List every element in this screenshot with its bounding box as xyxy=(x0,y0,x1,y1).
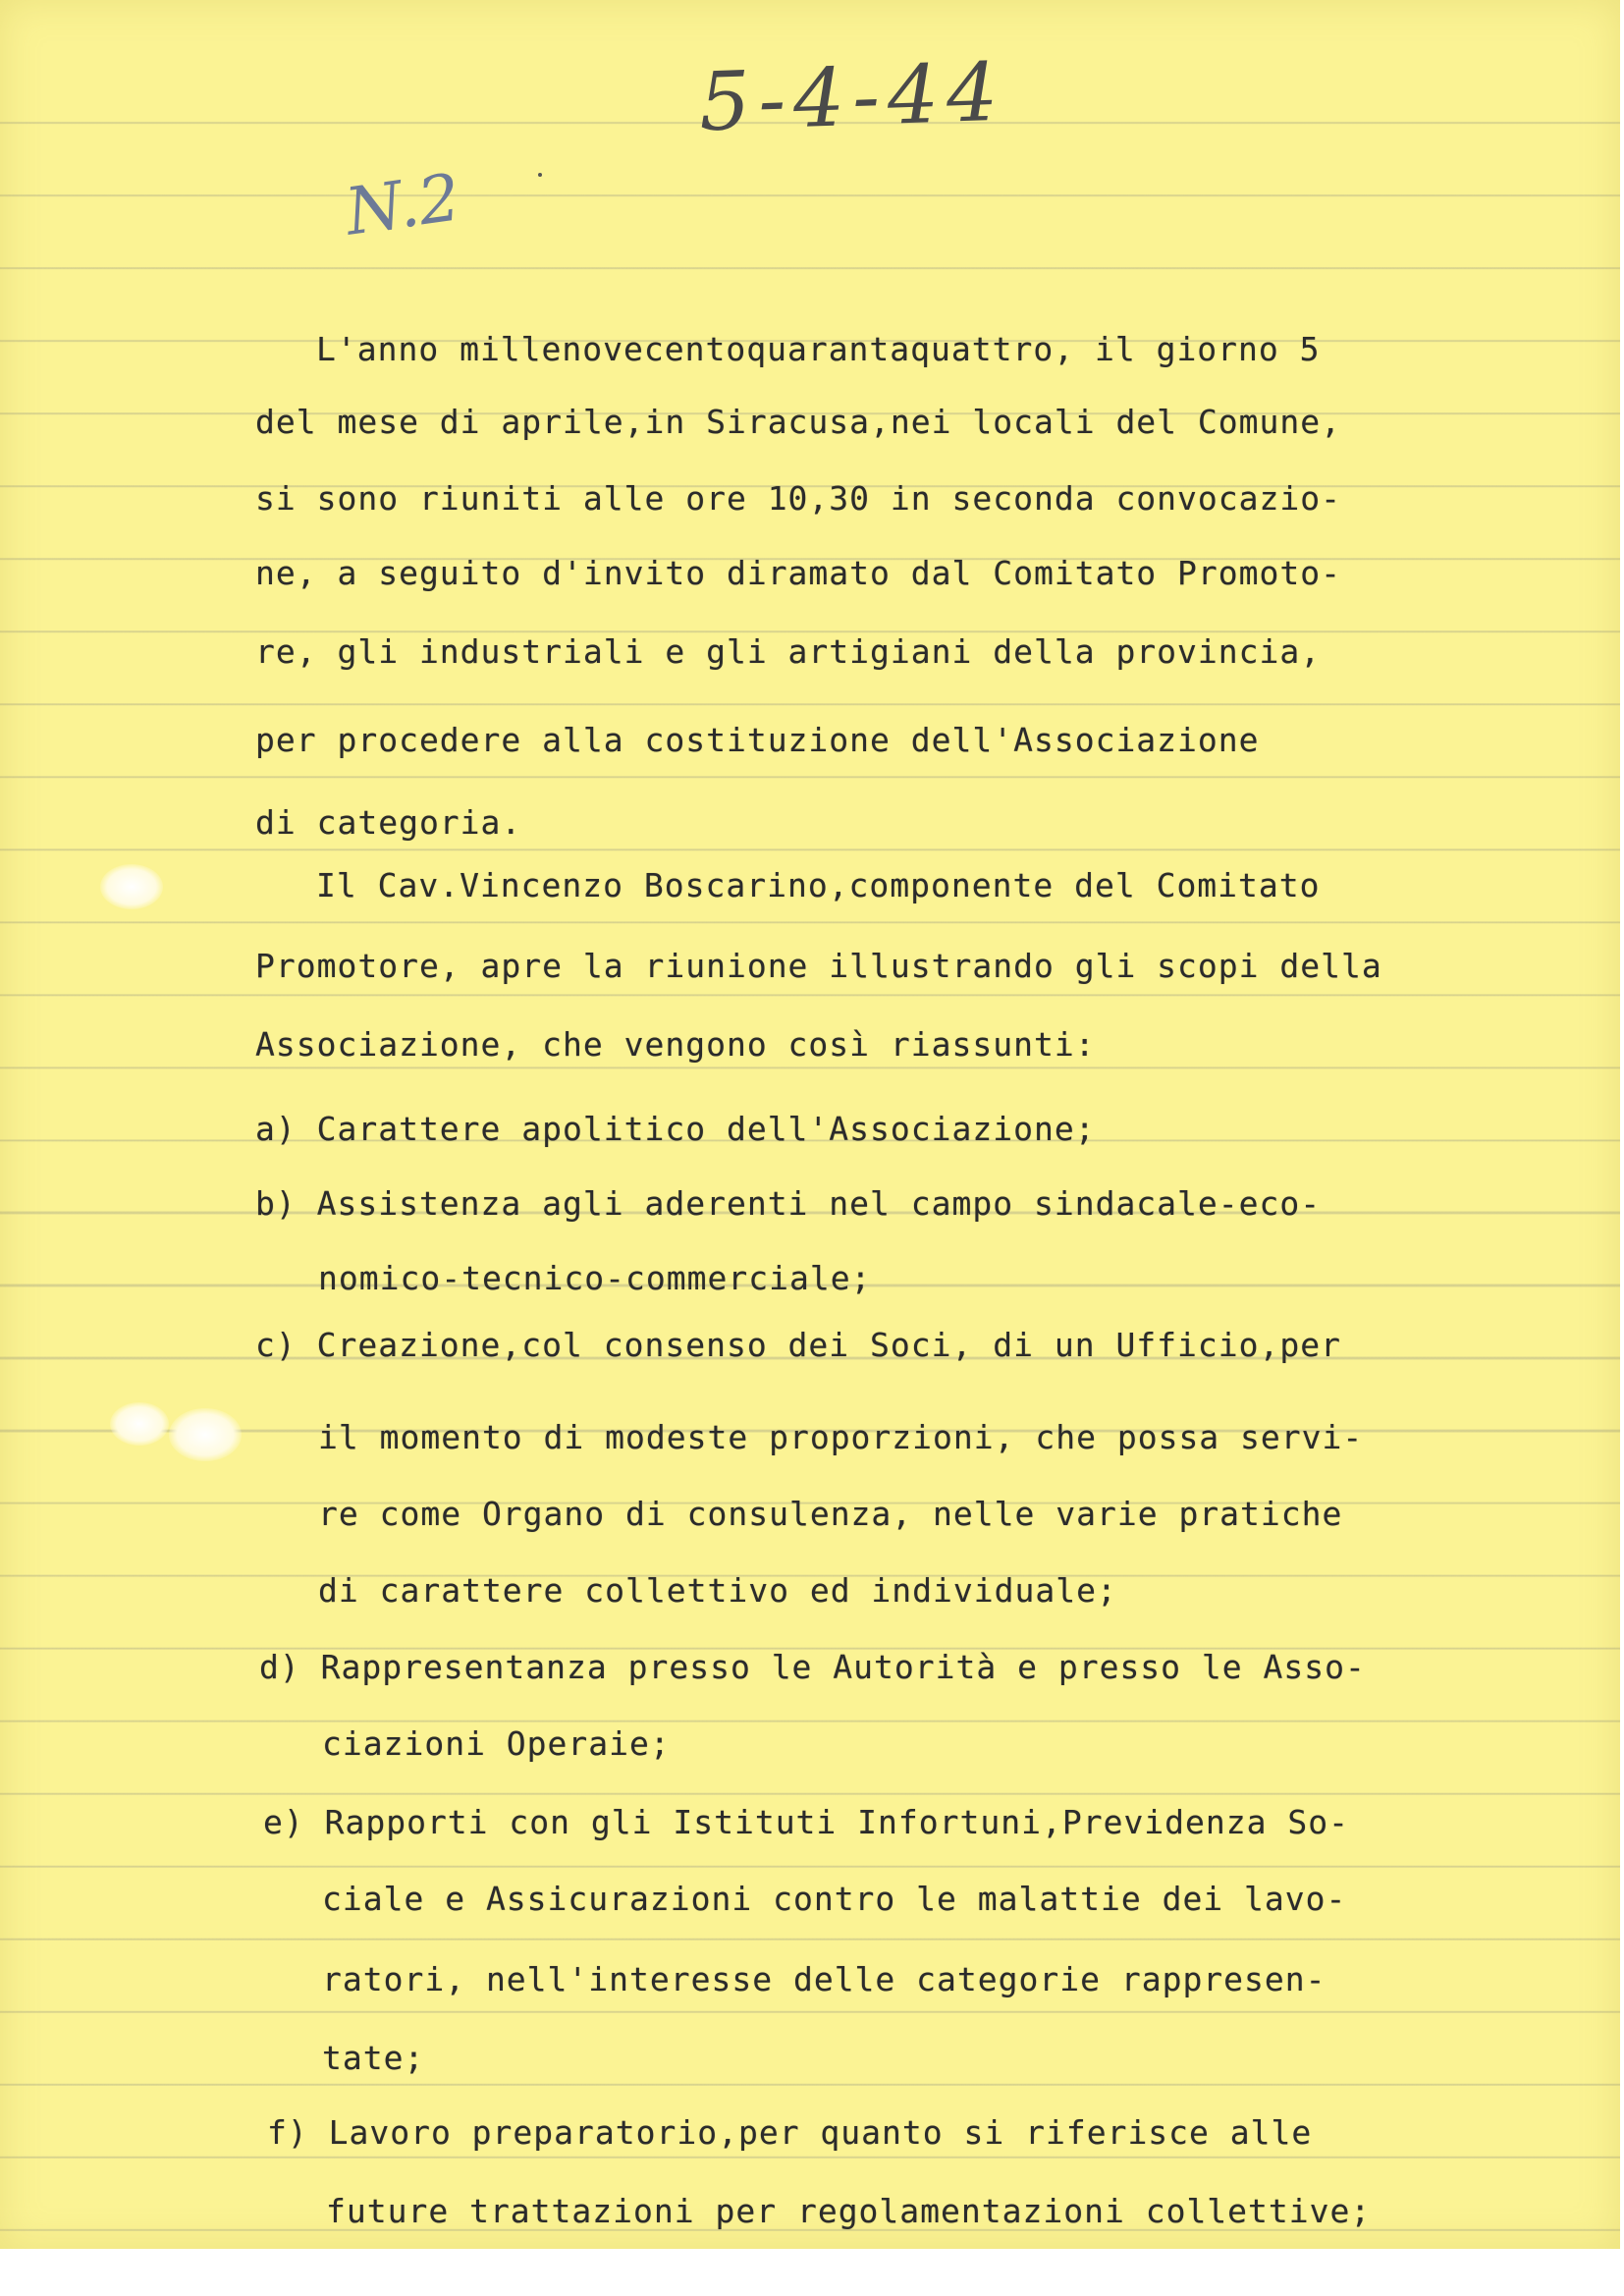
text-line: nomico-tecnico-commerciale; xyxy=(318,1259,872,1297)
text-line: ratori, nell'interesse delle categorie rappresen- xyxy=(322,1960,1326,1998)
text-line: Il Cav.Vincenzo Boscarino,componente del Comitato xyxy=(316,866,1321,904)
ink-speck xyxy=(538,173,542,177)
text-line: re, gli industriali e gli artigiani della provincia, xyxy=(255,632,1322,671)
text-line: e) Rapporti con gli Istituti Infortuni,Previdenza So- xyxy=(263,1803,1349,1841)
text-line: ne, a seguito d'invito diramato dal Comitato Promoto- xyxy=(255,554,1341,592)
handwritten-number: N.2 xyxy=(341,159,465,250)
text-line: d) Rappresentanza presso le Autorità e presso le Asso- xyxy=(259,1648,1366,1686)
paper-hole xyxy=(169,1408,242,1461)
text-line: re come Organo di consulenza, nelle varie pratiche xyxy=(318,1495,1343,1533)
text-line: f) Lavoro preparatorio,per quanto si riferisce alle xyxy=(267,2113,1313,2152)
text-line: ciale e Assicurazioni contro le malattie dei lavo- xyxy=(322,1880,1347,1918)
text-line: tate; xyxy=(322,2039,425,2077)
text-line: di categoria. xyxy=(255,803,522,842)
paper-hole xyxy=(110,1402,169,1446)
text-line: si sono riuniti alle ore 10,30 in seconda convocazio- xyxy=(255,479,1341,518)
text-line: a) Carattere apolitico dell'Associazione; xyxy=(255,1110,1096,1148)
text-line: c) Creazione,col consenso dei Soci, di un Ufficio,per xyxy=(255,1326,1341,1364)
text-line: b) Assistenza agli aderenti nel campo sindacale-eco- xyxy=(255,1184,1322,1223)
text-line: L'anno millenovecentoquarantaquattro, il giorno 5 xyxy=(316,330,1321,368)
text-line: future trattazioni per regolamentazioni collettive; xyxy=(326,2192,1372,2230)
text-line: per procedere alla costituzione dell'Associazione xyxy=(255,721,1260,759)
text-line: Promotore, apre la riunione illustrando gli scopi della xyxy=(255,947,1382,985)
text-line: il momento di modeste proporzioni, che possa servi- xyxy=(318,1418,1364,1456)
paper-hole xyxy=(100,864,163,909)
scan-bottom-margin xyxy=(0,2249,1624,2296)
text-line: ciazioni Operaie; xyxy=(322,1724,671,1763)
text-line: Associazione, che vengono così riassunti: xyxy=(255,1025,1096,1064)
text-line: del mese di aprile,in Siracusa,nei locali del Comune, xyxy=(255,403,1341,441)
handwritten-date: 5-4-44 xyxy=(697,45,1007,150)
text-line: di carattere collettivo ed individuale; xyxy=(318,1571,1117,1610)
